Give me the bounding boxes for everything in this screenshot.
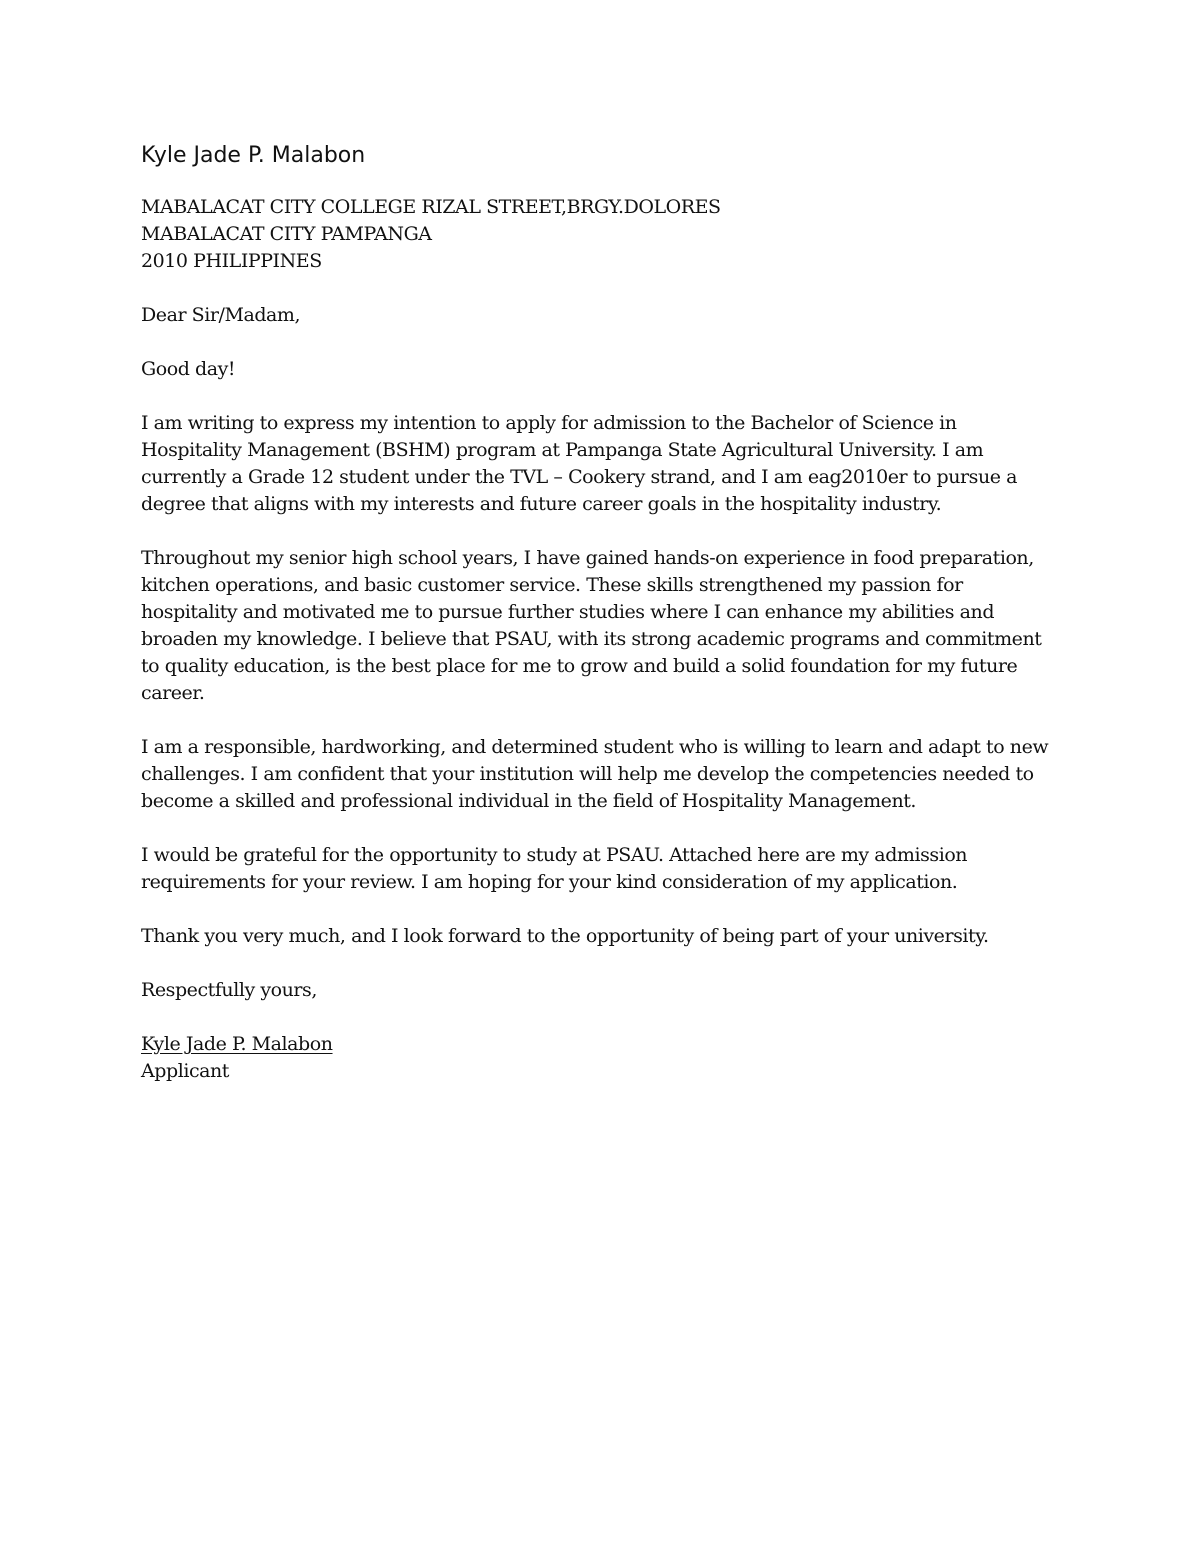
body-paragraph-requirements: I would be grateful for the opportunity to study at PSAU. Attached here are my admission requirements for your review. I am hoping for your kind consideration of my application. — [141, 844, 968, 893]
body-paragraph-qualities: I am a responsible, hardworking, and determined student who is willing to learn and adapt to new challenges. I am confident that your institution will help me develop the competencies needed to become a skilled and professional individual in the field of Hospitality Management. — [141, 736, 1049, 812]
closing: Respectfully yours, — [141, 979, 317, 1001]
spacer — [141, 950, 1061, 977]
spacer — [141, 383, 1061, 410]
spacer — [141, 896, 1061, 923]
address-line-1: MABALACAT CITY COLLEGE RIZAL STREET,BRGY.DOLORES — [141, 196, 721, 218]
signature-name: Kyle Jade P. Malabon — [141, 1033, 333, 1055]
greeting: Good day! — [141, 358, 236, 380]
salutation: Dear Sir/Madam, — [141, 304, 301, 326]
signature-block — [141, 1031, 1061, 1085]
spacer — [141, 1004, 1061, 1031]
spacer — [141, 329, 1061, 356]
address-line-3: 2010 PHILIPPINES — [141, 250, 322, 272]
sender-name: Kyle Jade P. Malabon — [141, 143, 366, 168]
spacer — [141, 707, 1061, 734]
spacer — [141, 518, 1061, 545]
body-paragraph-experience: Throughout my senior high school years, I have gained hands-on experience in food preparation, kitchen operations, and basic customer service. These skills strengthened my passion for hospitality and motivated me to pursue further studies where I can enhance my abilities and broaden my knowledge. I believe that PSAU, with its strong academic programs and commitment to quality education, is the best place for me to grow and build a solid foundation for my future career. — [141, 547, 1042, 704]
signature-title: Applicant — [141, 1060, 229, 1082]
spacer — [141, 815, 1061, 842]
spacer — [141, 275, 1061, 302]
address-line-2: MABALACAT CITY PAMPANGA — [141, 223, 432, 245]
recipient-address — [141, 194, 1061, 275]
application-letter — [141, 140, 1061, 1085]
body-paragraph-thanks: Thank you very much, and I look forward to the opportunity of being part of your university. — [141, 925, 989, 947]
body-paragraph-intent: I am writing to express my intention to apply for admission to the Bachelor of Science in Hospitality Management (BSHM) program at Pampanga State Agricultural University. I am currently a Grade 12 student under the TVL – Cookery strand, and I am eag2010er to pursue a degree that aligns with my interests and future career goals in the hospitality industry. — [141, 412, 1018, 515]
